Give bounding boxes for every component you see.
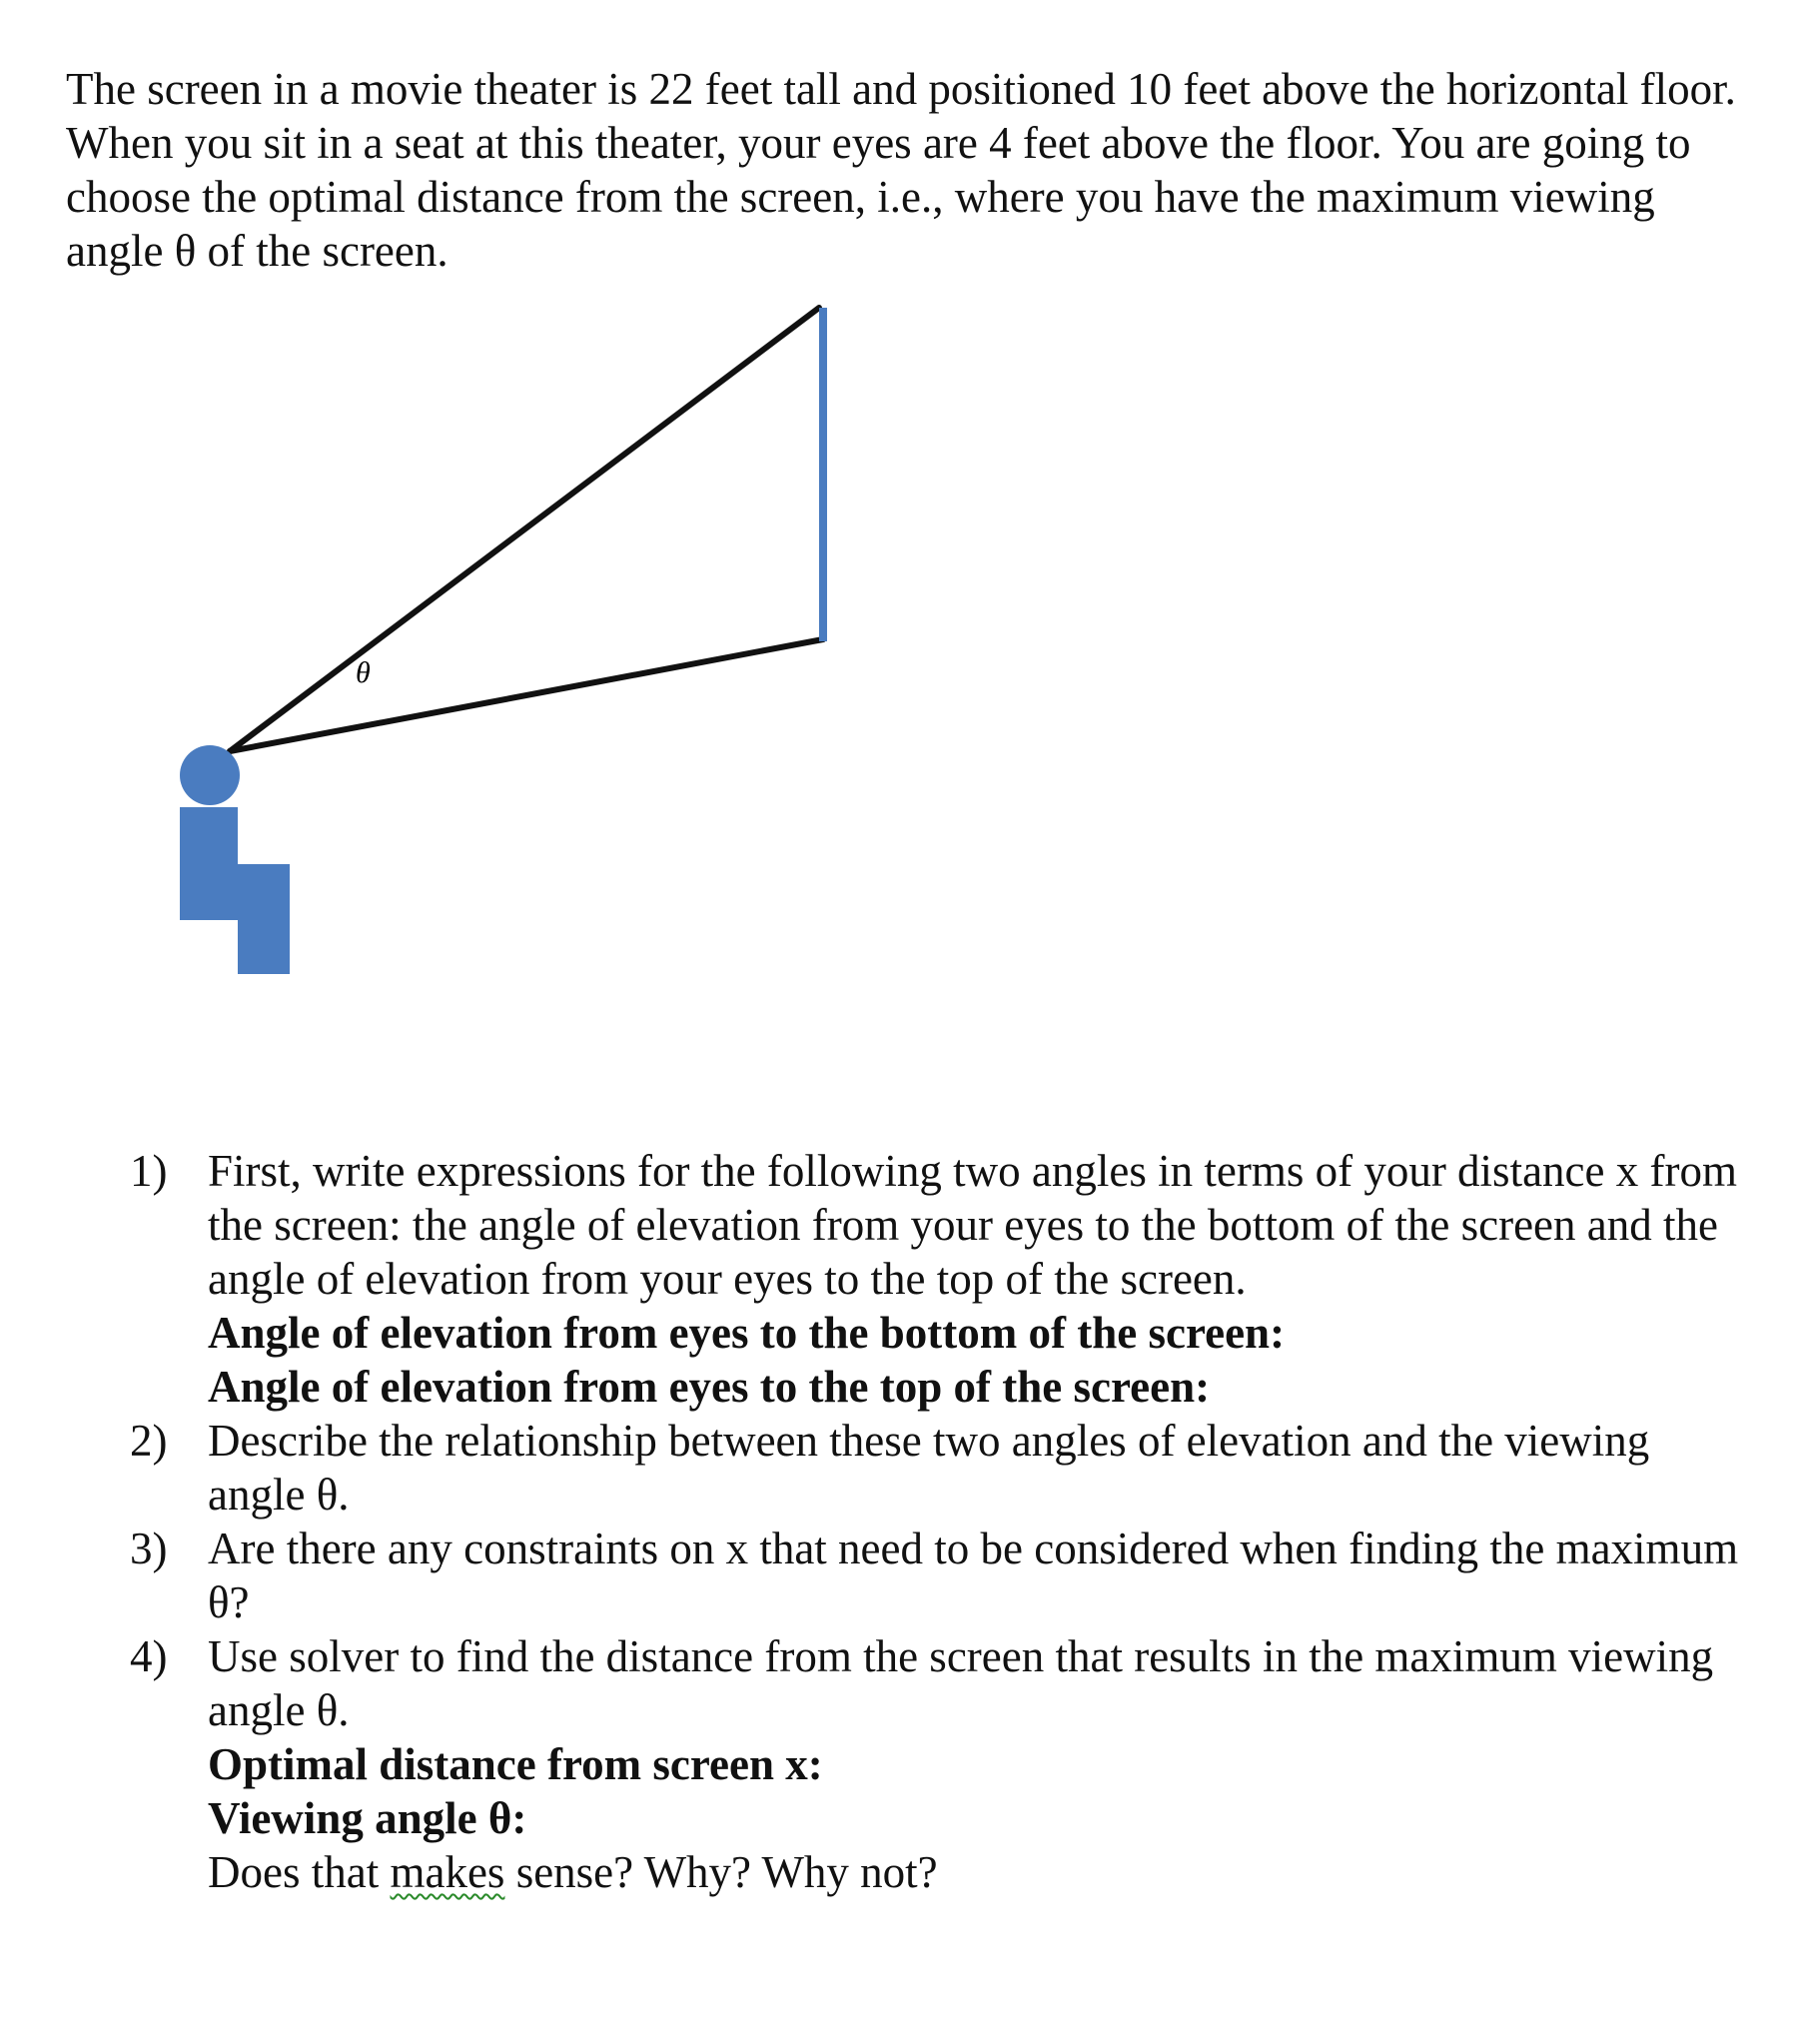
- sightline-bottom: [230, 639, 823, 751]
- question-list: [130, 1144, 1748, 1899]
- spelling-flagged-word: makes: [390, 1847, 505, 1897]
- question-4: [130, 1629, 1748, 1899]
- question-text: Use solver to find the distance from the screen that results in the maximum viewing angle θ.: [208, 1631, 1714, 1735]
- question-number: 3): [130, 1524, 168, 1573]
- question-1: [130, 1144, 1748, 1414]
- question-2: [130, 1414, 1748, 1522]
- question-number: 2): [130, 1416, 168, 1466]
- question-text: Describe the relationship between these two angles of elevation and the viewing angle θ.: [208, 1416, 1650, 1520]
- answer-prompt-viewing-angle: Viewing angle θ:: [208, 1793, 527, 1843]
- problem-intro: The screen in a movie theater is 22 feet tall and positioned 10 feet above the horizontal floor. When you sit in a seat at this theater, your eyes are 4 feet above the floor. You are going to choose the optimal distance from the screen, i.e., where you have the maximum viewing angle θ of the screen.: [66, 64, 1736, 276]
- question-3: [130, 1522, 1748, 1629]
- answer-prompt-top-angle: Angle of elevation from eyes to the top of the screen:: [208, 1362, 1211, 1412]
- theater-diagram: [0, 290, 1796, 1009]
- viewer-head: [180, 745, 240, 805]
- question-number: 4): [130, 1631, 168, 1681]
- follow-up-question: [208, 1845, 1748, 1899]
- viewer-legs: [238, 864, 290, 974]
- follow-up-text-end: sense? Why? Why not?: [504, 1847, 938, 1897]
- question-text: Are there any constraints on x that need to be considered when finding the maximum θ?: [208, 1524, 1739, 1627]
- answer-prompt-optimal-distance: Optimal distance from screen x:: [208, 1739, 823, 1789]
- question-number: 1): [130, 1146, 168, 1196]
- sightline-top: [230, 308, 819, 751]
- question-text: First, write expressions for the following two angles in terms of your distance x from the screen: the angle of elevation from your eyes to the bottom of the screen and the angle of elevation from your eyes to the top of the screen.: [208, 1146, 1737, 1304]
- answer-prompt-bottom-angle: Angle of elevation from eyes to the bottom of the screen:: [208, 1308, 1286, 1358]
- seated-viewer-icon: [180, 745, 290, 974]
- theta-angle-label: θ: [356, 656, 371, 689]
- follow-up-text-start: Does that: [208, 1847, 391, 1897]
